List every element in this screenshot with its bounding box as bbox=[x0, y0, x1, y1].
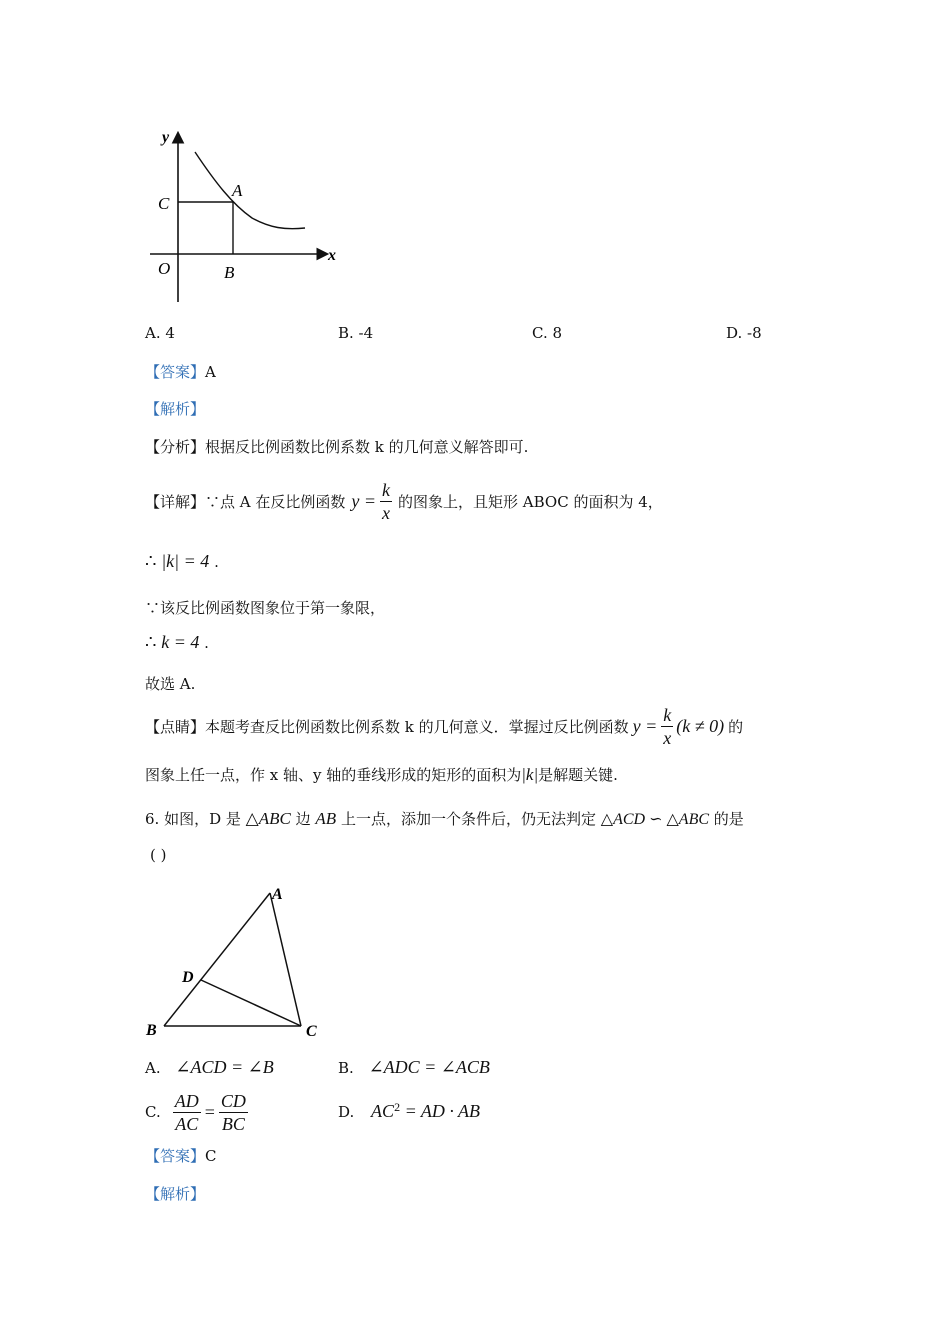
abs-k: |k| bbox=[521, 765, 539, 784]
label-B: B bbox=[224, 263, 235, 282]
q6-stem-pre: 6. 如图，D 是 bbox=[145, 810, 241, 828]
q6-frac-ad-ac bbox=[173, 1091, 201, 1134]
q6-answer-tag: 【答案】 bbox=[145, 1147, 206, 1165]
side-ac bbox=[270, 893, 301, 1026]
dianjing-pre: 本题考查反比例函数比例系数 k 的几何意义．掌握过反比例函数 bbox=[205, 717, 629, 736]
q6-option-a-label: A. bbox=[145, 1059, 161, 1077]
therefore-sym-2: ∴ bbox=[145, 632, 157, 653]
q5-step2: ∵该反比例函数图象位于第一象限， bbox=[145, 599, 386, 617]
hyperbola-figure bbox=[140, 120, 350, 310]
y-equals-2: y = bbox=[632, 715, 658, 736]
tri-label-A: A bbox=[272, 886, 283, 903]
q6-option-b-expr: ∠ADC = ∠ACB bbox=[368, 1057, 490, 1077]
q6-option-c bbox=[145, 1088, 248, 1136]
q5-step3 bbox=[145, 632, 209, 653]
q6-frac-eq: = bbox=[204, 1101, 215, 1122]
xiangjie-tag: 【详解】 bbox=[145, 492, 206, 511]
q6-option-c-label: C. bbox=[145, 1103, 161, 1121]
k-not-zero: (k ≠ 0) bbox=[676, 715, 725, 736]
therefore-sym: ∴ bbox=[145, 551, 157, 572]
q5-option-b: B. -4 bbox=[338, 324, 374, 342]
q6-frac-cd-bc bbox=[219, 1091, 248, 1134]
y-equals: y = bbox=[351, 490, 377, 511]
fraction-k-over-x-2 bbox=[661, 705, 673, 748]
q6-frac2-den: BC bbox=[221, 1113, 245, 1134]
q5-dianjing-line2 bbox=[145, 764, 618, 785]
fenxi-tag: 【分析】 bbox=[145, 438, 206, 456]
side-ab bbox=[164, 893, 270, 1026]
label-x: x bbox=[328, 247, 336, 264]
q6-stem-mid1: 边 bbox=[295, 810, 311, 828]
q5-xiangjie-line bbox=[145, 476, 663, 526]
q5-step1 bbox=[145, 551, 219, 572]
q6-similar: △ACD ∽ △ABC bbox=[600, 811, 710, 828]
dianjing-line2-pre: 图象上任一点，作 x 轴、y 轴的垂线形成的矩形的面积为 bbox=[145, 766, 522, 784]
step1-end: . bbox=[214, 553, 219, 571]
q6-jiexi-tag: 【解析】 bbox=[145, 1185, 206, 1203]
q5-jiexi-tag: 【解析】 bbox=[145, 400, 206, 418]
frac-bar bbox=[380, 501, 392, 502]
tri-label-B: B bbox=[146, 1022, 157, 1039]
answer-value: A bbox=[205, 363, 216, 381]
frac-den: x bbox=[382, 502, 391, 523]
frac-bar-2 bbox=[661, 726, 673, 727]
abs-k-eq-4: |k| = 4 bbox=[161, 551, 210, 571]
q6-frac1-bar bbox=[173, 1112, 201, 1113]
q6-option-d bbox=[338, 1100, 480, 1122]
q5-option-d: D. -8 bbox=[726, 324, 762, 342]
q6-frac2-bar bbox=[219, 1112, 248, 1113]
q6-stem-mid2: 上一点，添加一个条件后，仍无法判定 bbox=[340, 810, 596, 828]
q6-stem-post: 的是 bbox=[713, 810, 744, 828]
tri-label-D: D bbox=[182, 969, 194, 986]
q6-option-b-label: B. bbox=[338, 1059, 354, 1077]
xiangjie-post: 的图象上，且矩形 ABOC 的面积为 4， bbox=[398, 492, 663, 511]
triangle-figure bbox=[140, 880, 330, 1040]
q6-ab: AB bbox=[315, 809, 337, 828]
dianjing-post: 的 bbox=[728, 717, 744, 736]
q6-option-d-label: D. bbox=[338, 1103, 355, 1121]
segment-dc bbox=[201, 980, 301, 1026]
fenxi-text: 根据反比例函数比例系数 k 的几何意义解答即可. bbox=[205, 438, 529, 456]
q6-frac1-den: AC bbox=[175, 1113, 199, 1134]
label-C: C bbox=[158, 194, 170, 213]
q5-fenxi-line bbox=[145, 436, 528, 457]
q6-triangle-abc: △ABC bbox=[245, 809, 291, 828]
dianjing-tag: 【点睛】 bbox=[145, 717, 206, 736]
hyperbola-curve bbox=[195, 152, 305, 229]
k-eq-4: k = 4 bbox=[161, 632, 200, 652]
q5-dianjing-line1 bbox=[145, 700, 743, 752]
q5-option-c: C. 8 bbox=[532, 324, 563, 342]
q6-option-d-sup: 2 bbox=[394, 1100, 401, 1114]
q6-option-d-post: = AD · AB bbox=[400, 1101, 481, 1121]
q6-option-a bbox=[145, 1057, 274, 1078]
q6-option-b bbox=[338, 1057, 490, 1078]
q6-paren: ( ) bbox=[150, 846, 167, 864]
q6-option-a-expr: ∠ACD = ∠B bbox=[175, 1057, 274, 1077]
label-O: O bbox=[158, 259, 171, 278]
q6-answer-line bbox=[145, 1145, 217, 1166]
fraction-k-over-x bbox=[380, 480, 392, 523]
q6-frac2-num: CD bbox=[220, 1090, 246, 1111]
tri-label-C: C bbox=[306, 1023, 317, 1040]
q6-stem bbox=[145, 808, 744, 829]
frac-num-2: k bbox=[663, 704, 672, 725]
frac-den-2: x bbox=[663, 727, 672, 748]
q6-option-d-pre: AC bbox=[371, 1101, 395, 1121]
q6-answer-value: C bbox=[205, 1147, 217, 1165]
label-y: y bbox=[162, 129, 170, 146]
xiangjie-pre: ∵点 A 在反比例函数 bbox=[205, 492, 346, 511]
answer-tag: 【答案】 bbox=[145, 363, 206, 381]
step3-end: . bbox=[204, 634, 209, 652]
frac-num: k bbox=[382, 479, 391, 500]
q5-step4: 故选 A. bbox=[145, 675, 196, 693]
q6-frac1-num: AD bbox=[174, 1090, 199, 1111]
q5-option-a: A. 4 bbox=[145, 324, 175, 342]
label-A: A bbox=[232, 181, 243, 200]
dianjing-line2-post: 是解题关键. bbox=[538, 766, 618, 784]
q5-answer-line bbox=[145, 361, 216, 382]
